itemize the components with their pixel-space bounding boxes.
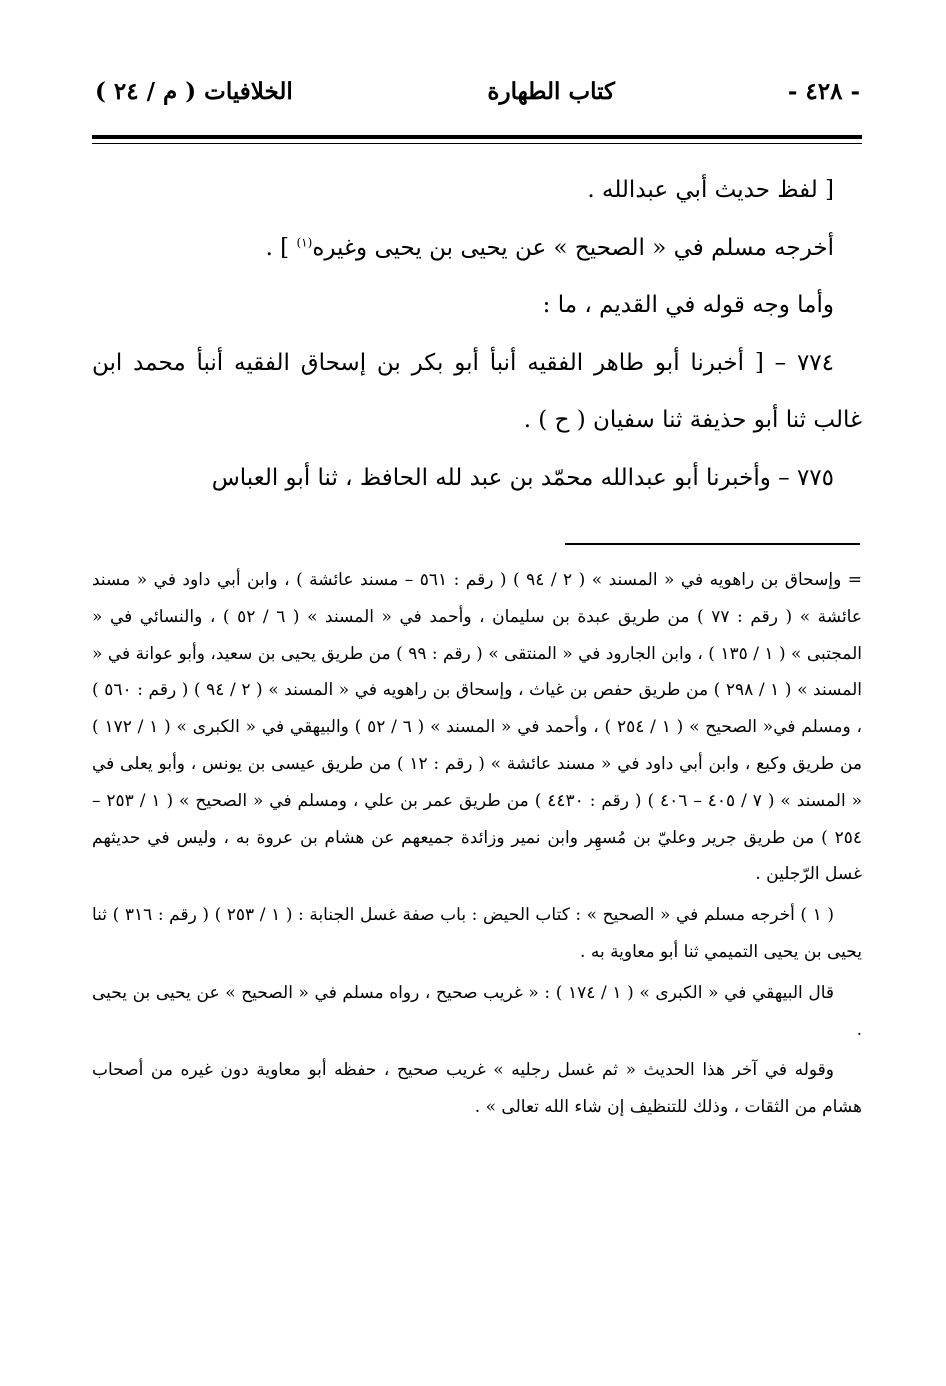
main-paragraph: ٧٧٤ – [ أخبرنا أبو طاهر الفقيه أنبأ أبو بكر بن إسحاق الفقيه أنبأ محمد ابن غالب ثنا أبو حذيفة ثنا سفيان ( ح ) . [92,349,862,433]
main-text-segment: ] . [265,234,290,261]
header-rule-thin [92,143,862,144]
series-title: الخلافيات ( م / ٢٤ ) [95,78,293,105]
header-rule-thick [92,135,862,139]
running-header [95,78,860,118]
footnote-separator [565,543,860,545]
footnote-marker: (١) [296,234,313,249]
footnote-paragraph: قال البيهقي في « الكبرى » ( ١ / ١٧٤ ) : « غريب صحيح ، رواه مسلم في « الصحيح » عن يحيى بن يحيى . [92,982,862,1040]
footnote-paragraph: وقوله في آخر هذا الحديث « ثم غسل رجليه » غريب صحيح ، حفظه أبو معاوية دون غيره من أصحاب هشام من الثقات ، وذلك للتنظيف إن شاء الله تعالى » . [92,1060,862,1118]
main-paragraph: [ لفظ حديث أبي عبدالله . [587,177,834,203]
footnote-1: ( ١ ) أخرجه مسلم في « الصحيح » : كتاب الحيض : باب صفة غسل الجنابة : ( ١ / ٢٥٣ ) ( رقم : ٣١٦ ) ثنا يحيى بن يحيى التميمي ثنا أبو معاوية به . [92,905,862,962]
book-title: كتاب الطهارة [487,78,615,105]
main-paragraph: وأما وجه قوله في القديم ، ما : [542,292,834,318]
footnote-continuation: = وإسحاق بن راهويه في « المسند » ( ٢ / ٩٤ ) ( رقم : ٥٦١ – مسند عائشة ) ، وابن أبي داود في « مسند عائشة » ( رقم : ٧٧ ) من طريق عبدة بن سليمان ، وأحمد في « المسند » ( ٦ / ٥٢ ) ، والنسائي في « المجتبى » ( ١ / ١٣٥ ) ، وابن الجارود في « المنتقى » ( رقم : ٩٩ ) من طريق يحيى بن سعيد، وأبو عوانة في « المسند » ( ١ / ٢٩٨ ) من طريق حفص بن غياث ، وإسحاق بن راهويه في « المسند » ( ٢ / ٩٤ ) ( رقم : ٥٦٠ ) ، ومسلم في« الصحيح » ( ١ / ٢٥٤ ) ، وأحمد في « المسند » ( ٦ / ٥٢ ) والبيهقي في « الكبرى » ( ١ / ١٧٢ ) من طريق وكيع ، وابن أبي داود في « مسند عائشة » ( رقم : ١٢ ) من طريق عيسى بن يونس ، وأبو يعلى في « المسند » ( ٧ / ٤٠٥ – ٤٠٦ ) ( رقم : ٤٤٣٠ ) من طريق عمر بن علي ، ومسلم في « الصحيح » ( ١ / ٢٥٣ – ٢٥٤ ) من طريق جرير وعليّ بن مُسهِر وابن نمير وزائدة جميعهم عن هشام بن عروة به ، وليس في حديثهم غسل الرّجلين . [92,570,863,885]
main-paragraph [92,220,862,278]
main-text-segment: أخرجه مسلم في « الصحيح » عن يحيى بن يحيى وغيره [312,234,834,261]
footnotes [92,562,862,1126]
main-text [92,162,862,507]
main-paragraph: ٧٧٥ – وأخبرنا أبو عبدالله محمّد بن عبد لله الحافظ ، ثنا أبو العباس [211,464,834,491]
page-number: - ٤٢٨ - [787,78,860,105]
